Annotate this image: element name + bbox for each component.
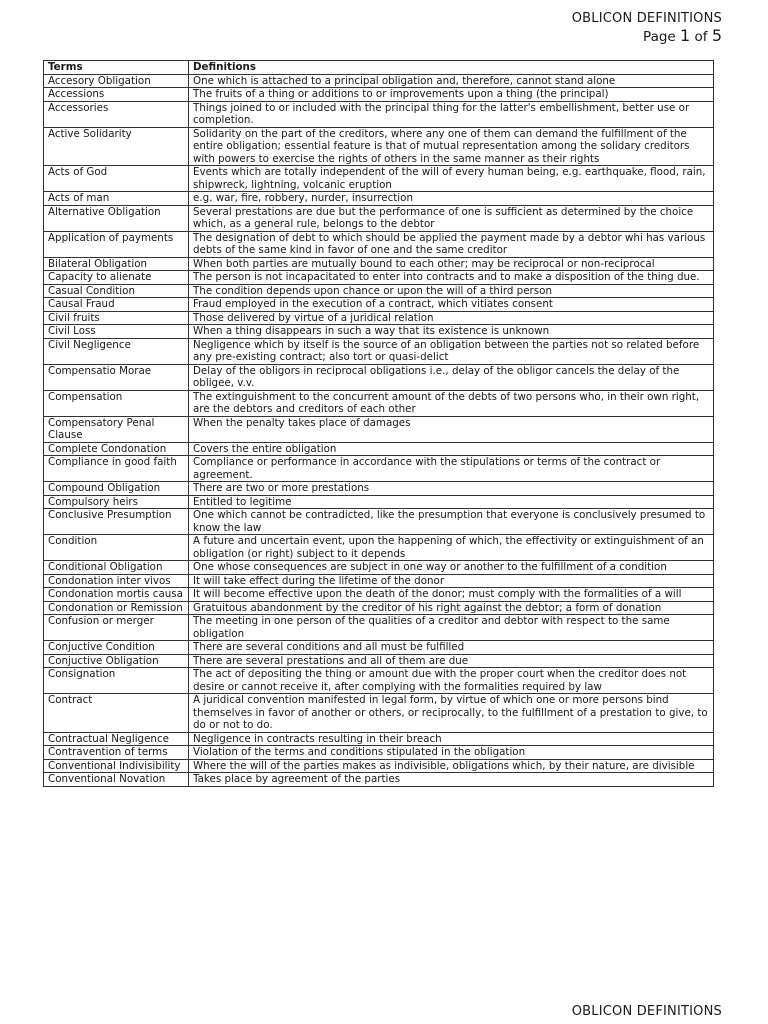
term-cell: Accessories [44, 101, 189, 127]
term-cell: Casual Condition [44, 284, 189, 298]
page-total: 5 [711, 26, 722, 45]
definition-cell: The meeting in one person of the qualities of a creditor and debtor with respect to the same obligation [189, 615, 714, 641]
definition-cell: e.g. war, fire, robbery, nurder, insurrection [189, 192, 714, 206]
term-cell: Condonation mortis causa [44, 588, 189, 602]
definition-cell: Delay of the obligors in reciprocal obligations i.e., delay of the obligor cancels the delay of the obligee, v.v. [189, 364, 714, 390]
term-cell: Conjuctive Condition [44, 641, 189, 655]
term-cell: Condonation inter vivos [44, 574, 189, 588]
table-row [44, 416, 714, 442]
definition-cell: The designation of debt to which should be applied the payment made by a debtor whi has various debts of the same kind in favor of one and the same creditor [189, 231, 714, 257]
definition-cell: Covers the entire obligation [189, 442, 714, 456]
table-row [44, 442, 714, 456]
term-cell: Causal Fraud [44, 298, 189, 312]
table-row [44, 759, 714, 773]
definition-cell: One which is attached to a principal obligation and, therefore, cannot stand alone [189, 74, 714, 88]
table-row [44, 271, 714, 285]
term-cell: Bilateral Obligation [44, 257, 189, 271]
definition-cell: Violation of the terms and conditions stipulated in the obligation [189, 746, 714, 760]
term-cell: Complete Condonation [44, 442, 189, 456]
definition-cell: Those delivered by virtue of a juridical relation [189, 311, 714, 325]
term-cell: Conclusive Presumption [44, 509, 189, 535]
definition-cell: A juridical convention manifested in legal form, by virtue of which one or more persons bind themselves in favor of another or others, or reciprocally, to the fulfillment of a prestation to give, to do or not to do. [189, 694, 714, 733]
term-cell: Conditional Obligation [44, 561, 189, 575]
term-cell: Conjuctive Obligation [44, 654, 189, 668]
table-row [44, 325, 714, 339]
page-indicator [572, 27, 722, 46]
table-row [44, 257, 714, 271]
table-row [44, 88, 714, 102]
column-header-definitions: Definitions [189, 61, 714, 75]
page-of: of [694, 29, 708, 45]
table-row [44, 495, 714, 509]
definition-cell: Solidarity on the part of the creditors, where any one of them can demand the fulfillment of the entire obligation; essential feature is that of mutual representation among the solidary creditors with powers to exercise the rights of others in the same manner as their rights [189, 127, 714, 166]
term-cell: Contract [44, 694, 189, 733]
table-row [44, 746, 714, 760]
term-cell: Alternative Obligation [44, 205, 189, 231]
definition-cell: Things joined to or included with the principal thing for the latter's embellishment, better use or completion. [189, 101, 714, 127]
definition-cell: A future and uncertain event, upon the happening of which, the effectivity or extinguishment of an obligation (or right) subject to it depends [189, 535, 714, 561]
definition-cell: The act of depositing the thing or amount due with the proper court when the creditor does not desire or cannot receive it, after complying with the formalities required by law [189, 668, 714, 694]
definition-cell: Negligence in contracts resulting in their breach [189, 732, 714, 746]
definition-cell: The condition depends upon chance or upon the will of a third person [189, 284, 714, 298]
term-cell: Application of payments [44, 231, 189, 257]
definition-cell: One whose consequences are subject in one way or another to the fulfillment of a condition [189, 561, 714, 575]
term-cell: Condition [44, 535, 189, 561]
page-word: Page [643, 29, 676, 45]
table-row [44, 192, 714, 206]
term-cell: Civil fruits [44, 311, 189, 325]
term-cell: Acts of God [44, 166, 189, 192]
table-row [44, 509, 714, 535]
table-row [44, 127, 714, 166]
term-cell: Accesory Obligation [44, 74, 189, 88]
table-header-row [44, 61, 714, 75]
definition-cell: When both parties are mutually bound to each other; may be reciprocal or non-reciprocal [189, 257, 714, 271]
term-cell: Contravention of terms [44, 746, 189, 760]
table-row [44, 561, 714, 575]
definitions-table [43, 60, 714, 787]
term-cell: Confusion or merger [44, 615, 189, 641]
table-row [44, 601, 714, 615]
term-cell: Conventional Novation [44, 773, 189, 787]
term-cell: Compliance in good faith [44, 456, 189, 482]
term-cell: Acts of man [44, 192, 189, 206]
table-row [44, 74, 714, 88]
term-cell: Contractual Negligence [44, 732, 189, 746]
definition-cell: When the penalty takes place of damages [189, 416, 714, 442]
definition-cell: Fraud employed in the execution of a contract, which vitiates consent [189, 298, 714, 312]
table-row [44, 364, 714, 390]
term-cell: Compensatio Morae [44, 364, 189, 390]
term-cell: Compensatory Penal Clause [44, 416, 189, 442]
table-row [44, 311, 714, 325]
term-cell: Civil Negligence [44, 338, 189, 364]
table-row [44, 205, 714, 231]
definition-cell: Gratuitous abandonment by the creditor of his right against the debtor; a form of donation [189, 601, 714, 615]
definition-cell: Events which are totally independent of the will of every human being, e.g. earthquake, flood, rain, shipwreck, lightning, volcanic eruption [189, 166, 714, 192]
table-row [44, 773, 714, 787]
definition-cell: It will become effective upon the death of the donor; must comply with the formalities of a will [189, 588, 714, 602]
table-row [44, 615, 714, 641]
definition-cell: Several prestations are due but the performance of one is sufficient as determined by the choice which, as a general rule, belongs to the debtor [189, 205, 714, 231]
page-header [572, 10, 722, 46]
definition-cell: Negligence which by itself is the source of an obligation between the parties not so related before any pre-existing contract; also tort or quasi-delict [189, 338, 714, 364]
table-row [44, 535, 714, 561]
definition-cell: The person is not incapacitated to enter into contracts and to make a disposition of the thing due. [189, 271, 714, 285]
table-row [44, 641, 714, 655]
definition-cell: Entitled to legitime [189, 495, 714, 509]
term-cell: Accessions [44, 88, 189, 102]
table-row [44, 588, 714, 602]
table-row [44, 166, 714, 192]
term-cell: Compulsory heirs [44, 495, 189, 509]
table-row [44, 456, 714, 482]
definition-cell: It will take effect during the lifetime of the donor [189, 574, 714, 588]
term-cell: Active Solidarity [44, 127, 189, 166]
table-row [44, 482, 714, 496]
page-current: 1 [680, 26, 691, 45]
table-row [44, 101, 714, 127]
term-cell: Conventional Indivisibility [44, 759, 189, 773]
term-cell: Capacity to alienate [44, 271, 189, 285]
table-row [44, 574, 714, 588]
column-header-terms: Terms [44, 61, 189, 75]
definition-cell: There are two or more prestations [189, 482, 714, 496]
table-row [44, 694, 714, 733]
definition-cell: There are several conditions and all must be fulfilled [189, 641, 714, 655]
page-footer: OBLICON DEFINITIONS [571, 1004, 722, 1019]
table-row [44, 390, 714, 416]
definition-cell: The fruits of a thing or additions to or improvements upon a thing (the principal) [189, 88, 714, 102]
definition-cell: Compliance or performance in accordance with the stipulations or terms of the contract or agreement. [189, 456, 714, 482]
table-row [44, 654, 714, 668]
definition-cell: When a thing disappears in such a way that its existence is unknown [189, 325, 714, 339]
table-row [44, 668, 714, 694]
term-cell: Compensation [44, 390, 189, 416]
definition-cell: Where the will of the parties makes as indivisible, obligations which, by their nature, are divisible [189, 759, 714, 773]
table-row [44, 338, 714, 364]
definition-cell: There are several prestations and all of them are due [189, 654, 714, 668]
term-cell: Civil Loss [44, 325, 189, 339]
term-cell: Condonation or Remission [44, 601, 189, 615]
table-row [44, 284, 714, 298]
term-cell: Consignation [44, 668, 189, 694]
definition-cell: Takes place by agreement of the parties [189, 773, 714, 787]
table-row [44, 732, 714, 746]
table-row [44, 231, 714, 257]
definition-cell: One which cannot be contradicted, like the presumption that everyone is conclusively presumed to know the law [189, 509, 714, 535]
document-title: OBLICON DEFINITIONS [571, 11, 722, 26]
definition-cell: The extinguishment to the concurrent amount of the debts of two persons who, in their own right, are the debtors and creditors of each other [189, 390, 714, 416]
table-row [44, 298, 714, 312]
term-cell: Compound Obligation [44, 482, 189, 496]
